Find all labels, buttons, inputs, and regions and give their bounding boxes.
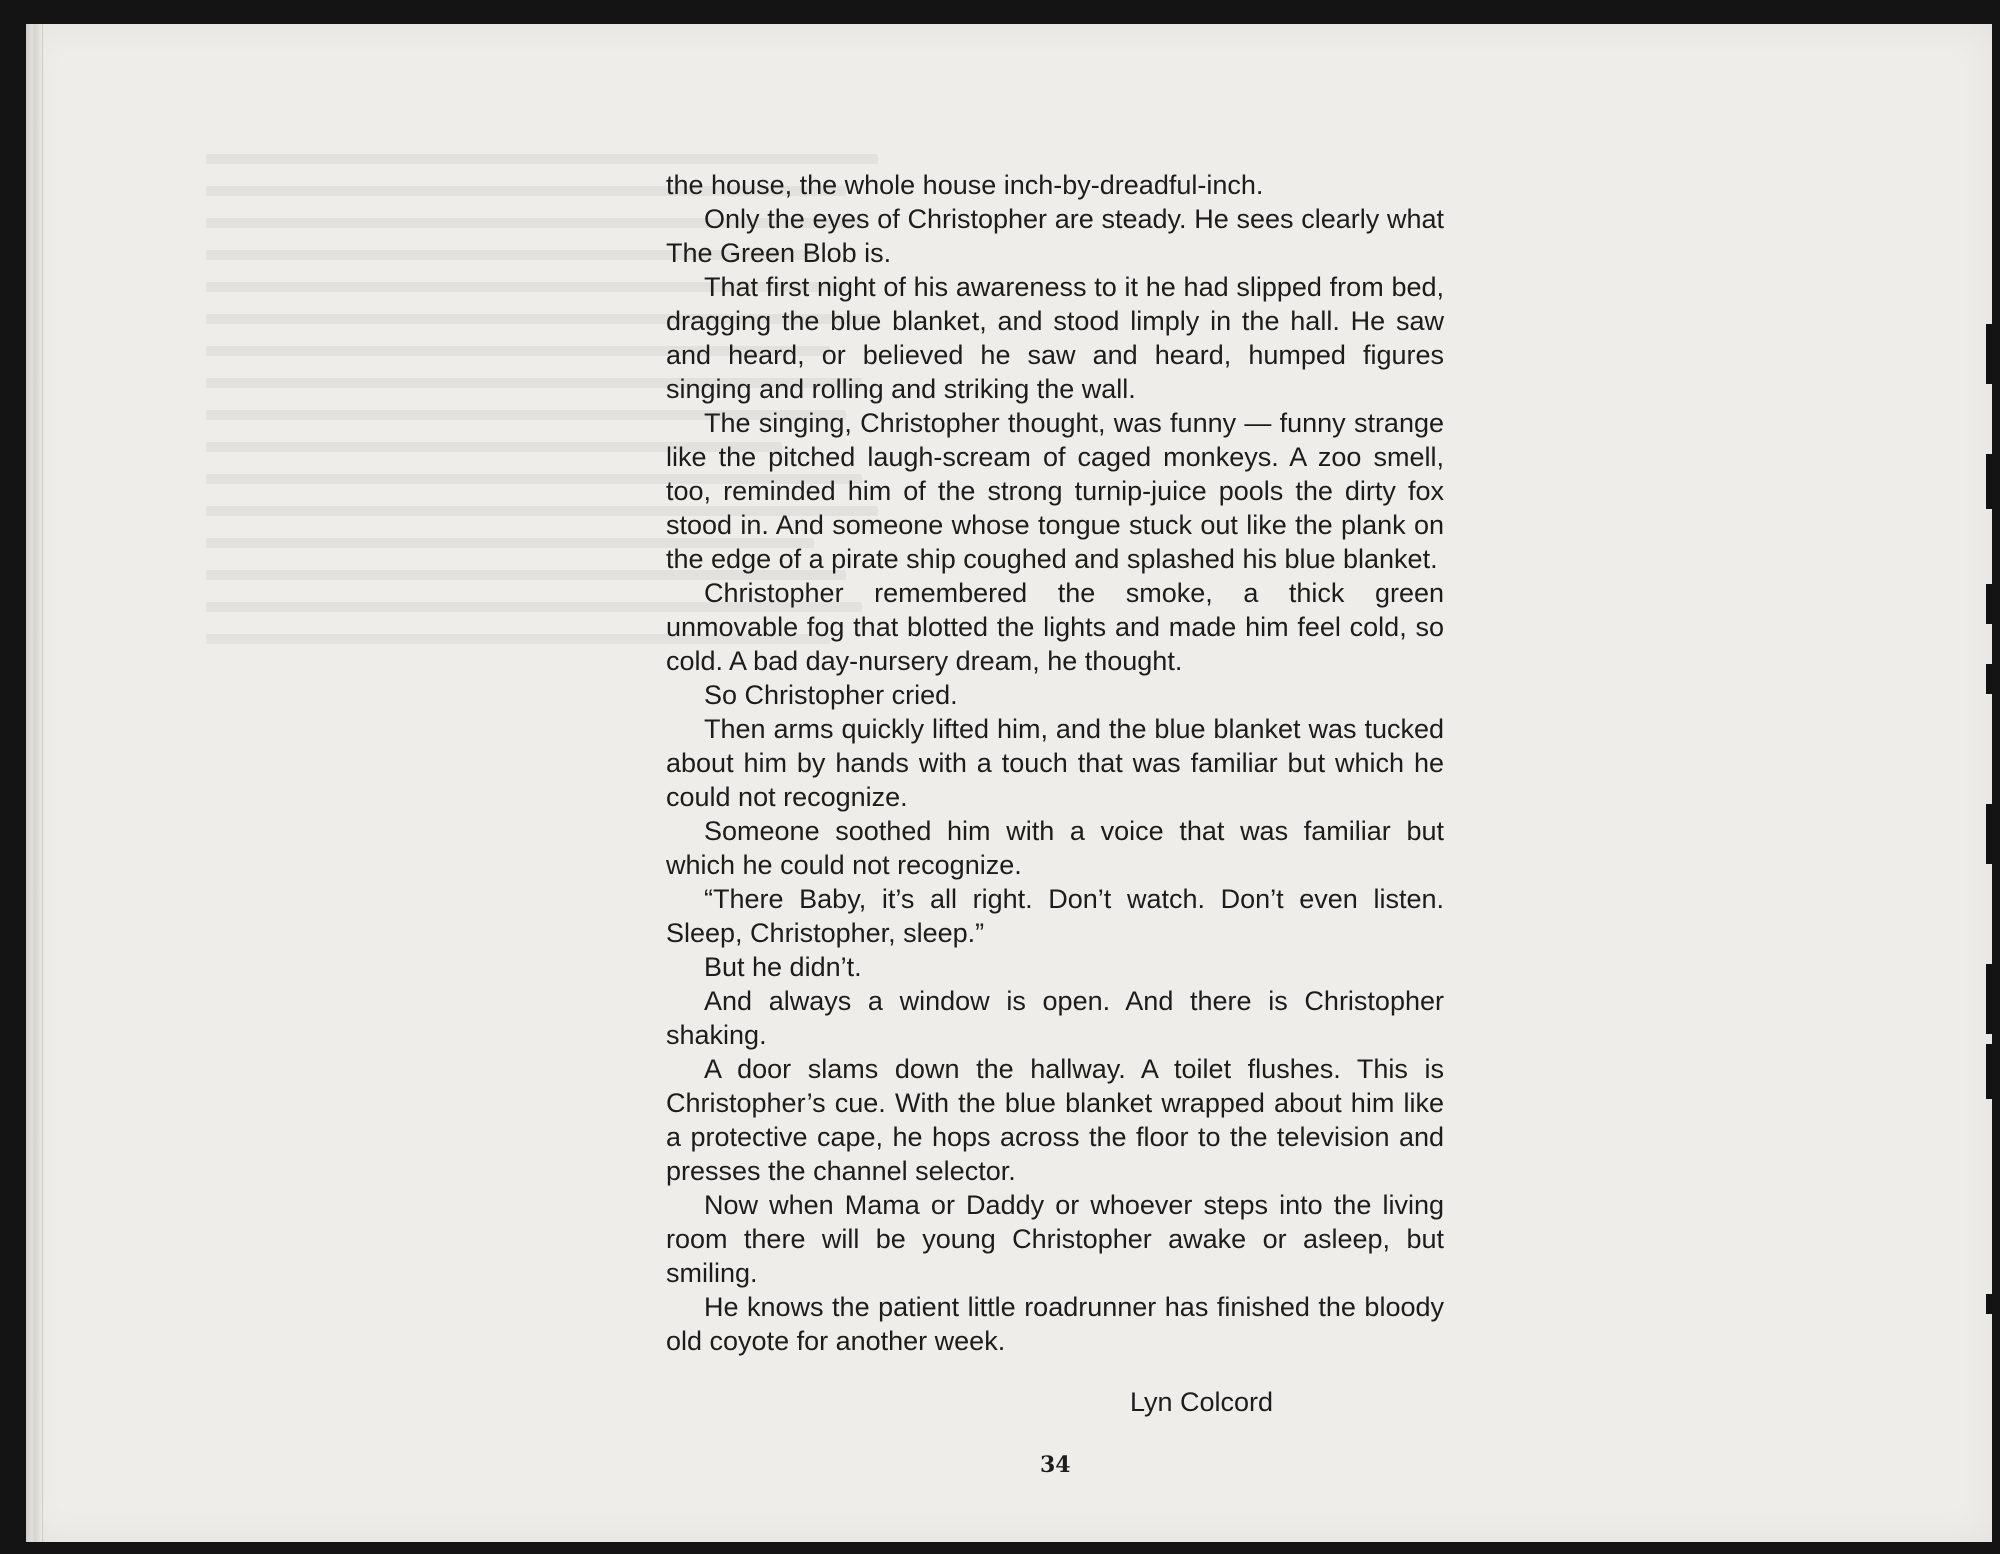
paragraph: The singing, Christopher thought, was funny — funny strange like the pitched laugh-scream of caged monkeys. A zoo smell, too, reminded him of the strong turnip-juice pools the dirty fox stood in. And someone whose tongue stuck out like the plank on the edge of a pirate ship coughed and splashed his blue blanket. (666, 408, 1444, 574)
page-binding-edge (26, 24, 43, 1542)
paragraph: Now when Mama or Daddy or whoever steps into the living room there will be young Christopher awake or asleep, but smiling. (666, 1190, 1444, 1288)
right-edge-marks (1984, 24, 1992, 1542)
book-page (26, 24, 1992, 1542)
paragraph: Only the eyes of Christopher are steady. He sees clearly what The Green Blob is. (666, 204, 1444, 268)
author-signature: Lyn Colcord (1130, 1387, 1274, 1417)
paragraph: So Christopher cried. (704, 680, 958, 710)
paragraph: He knows the patient little roadrunner has finished the bloody old coyote for another week. (666, 1292, 1444, 1356)
paragraph: And always a window is open. And there is Christopher shaking. (666, 986, 1444, 1050)
paragraph: Then arms quickly lifted him, and the blue blanket was tucked about him by hands with a touch that was familiar but which he could not recognize. (666, 714, 1444, 812)
paragraph: “There Baby, it’s all right. Don’t watch. Don’t even listen. Sleep, Christopher, sleep.” (666, 884, 1444, 948)
paragraph: Christopher remembered the smoke, a thick green unmovable fog that blotted the lights and made him feel cold, so cold. A bad day-nursery dream, he thought. (666, 578, 1444, 676)
page-number: 34 (1040, 1452, 1071, 1478)
paragraph: That first night of his awareness to it he had slipped from bed, dragging the blue blanket, and stood limply in the hall. He saw and heard, or believed he saw and heard, humped figures singing and rolling and striking the wall. (666, 272, 1444, 404)
paragraph: But he didn’t. (704, 952, 862, 982)
story-text (666, 168, 1444, 1358)
paragraph: Someone soothed him with a voice that was familiar but which he could not recognize. (666, 816, 1444, 880)
paragraph: the house, the whole house inch-by-dreadful-inch. (666, 170, 1264, 200)
paragraph: A door slams down the hallway. A toilet flushes. This is Christopher’s cue. With the blue blanket wrapped about him like a protective cape, he hops across the floor to the television and presses the channel selector. (666, 1054, 1444, 1186)
